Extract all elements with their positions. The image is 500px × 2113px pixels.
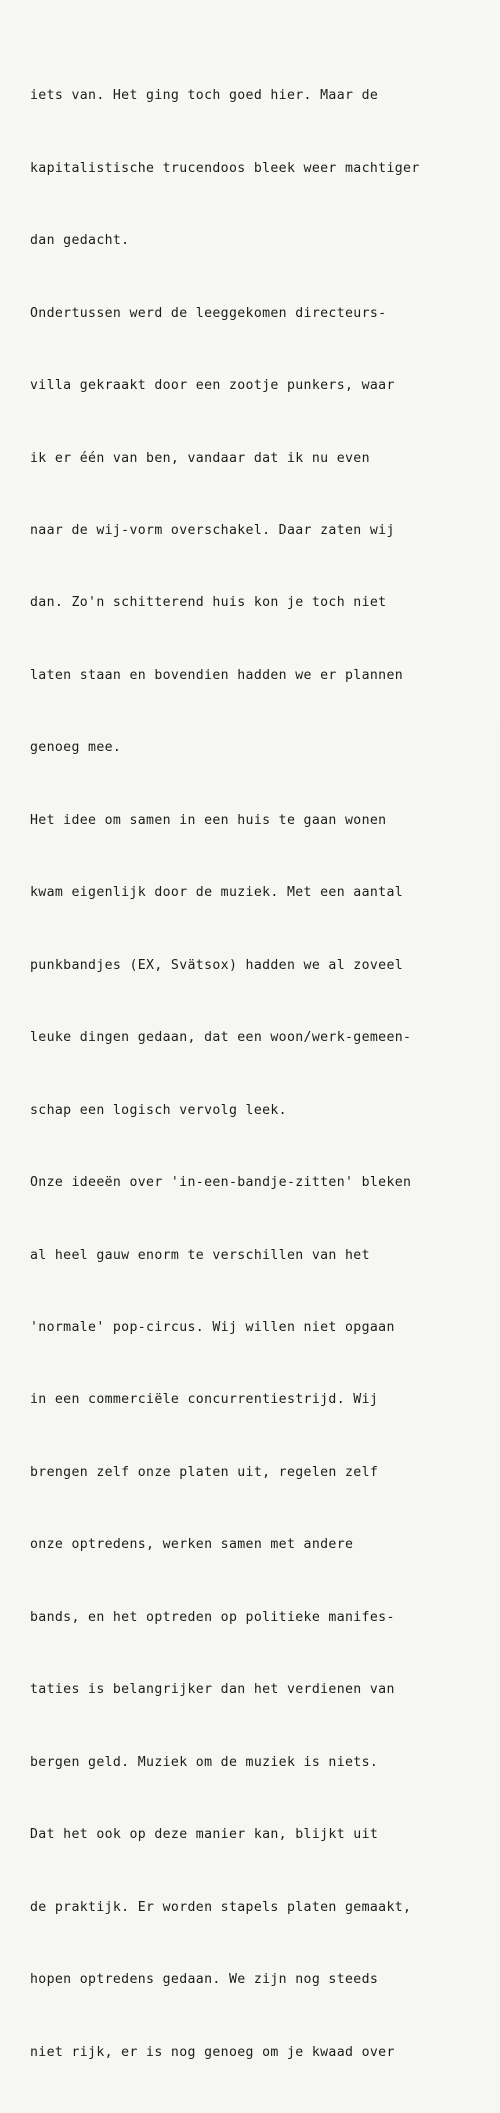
text-line: taties is belangrijker dan het verdienen van [30, 1682, 395, 1698]
text-line: ik er één van ben, vandaar dat ik nu even [30, 450, 370, 466]
text-line: Het idee om samen in een huis te gaan wonen [30, 812, 387, 828]
text-line: in een commerciële concurrentiestrijd. Wij [30, 1392, 379, 1408]
text-line: niet rijk, er is nog genoeg om je kwaad over [30, 2044, 395, 2060]
text-line: iets van. Het ging toch goed hier. Maar de [30, 88, 379, 104]
text-line: genoeg mee. [30, 740, 122, 756]
text-line: Dat het ook op deze manier kan, blijkt uit [30, 1827, 379, 1843]
body-text [30, 36, 492, 2113]
text-line: hopen optredens gedaan. We zijn nog steeds [30, 1972, 379, 1988]
text-line: leuke dingen gedaan, dat een woon/werk-gemeen- [30, 1030, 412, 1046]
text-line: naar de wij-vorm overschakel. Daar zaten wij [30, 523, 395, 539]
text-line: 'normale' pop-circus. Wij willen niet opgaan [30, 1320, 395, 1336]
text-line: schap een logisch vervolg leek. [30, 1102, 287, 1118]
text-line: brengen zelf onze platen uit, regelen zelf [30, 1464, 379, 1480]
text-line: villa gekraakt door een zootje punkers, waar [30, 378, 395, 394]
text-line: dan gedacht. [30, 233, 130, 249]
text-line: laten staan en bovendien hadden we er plannen [30, 667, 404, 683]
text-line: al heel gauw enorm te verschillen van het [30, 1247, 370, 1263]
text-line: kapitalistische trucendoos bleek weer machtiger [30, 160, 420, 176]
text-line: bergen geld. Muziek om de muziek is niets. [30, 1754, 379, 1770]
text-line: onze optredens, werken samen met andere [30, 1537, 354, 1553]
text-line: Ondertussen werd de leeggekomen directeurs- [30, 305, 387, 321]
text-line: bands, en het optreden op politieke manifes- [30, 1609, 395, 1625]
text-line: kwam eigenlijk door de muziek. Met een aantal [30, 885, 404, 901]
text-line: punkbandjes (EX, Svätsox) hadden we al zoveel [30, 957, 404, 973]
text-line: de praktijk. Er worden stapels platen gemaakt, [30, 1899, 412, 1915]
text-line: Onze ideeën over 'in-een-bandje-zitten' bleken [30, 1175, 412, 1191]
text-line: dan. Zo'n schitterend huis kon je toch niet [30, 595, 387, 611]
